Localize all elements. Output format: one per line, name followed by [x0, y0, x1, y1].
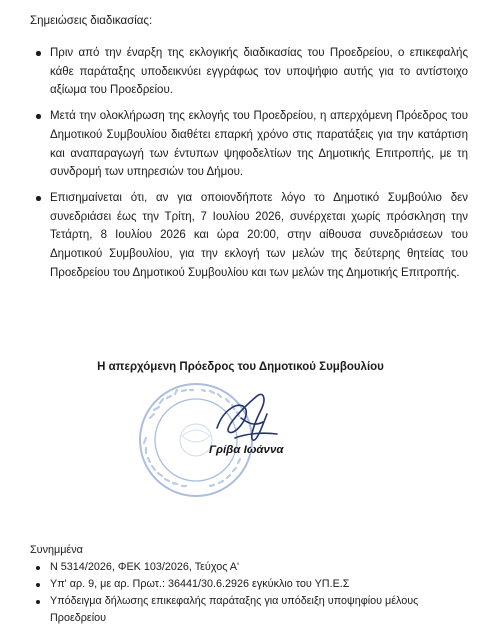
- note-text: Μετά την ολοκλήρωση της εκλογής του Προεδρείου, η απερχόμενη Πρόεδρος του Δημοτικού Συμβουλίου διαθέτει επαρκή χρόνο στις παρατάξεις για την κατάρτιση και αναπαραγωγή των έντυπων ψηφοδελτίων της Δημοτικής Επιτροπής, με τη συνδρομή των υπηρεσιών του Δήμου.: [50, 110, 468, 179]
- signatory-name: Γρίβα Ιωάννα: [209, 444, 284, 456]
- notes-heading: Σημειώσεις διαδικασίας:: [30, 15, 153, 27]
- attachments-heading: Συνημμένα: [30, 544, 83, 556]
- note-item: [30, 189, 468, 283]
- attachments-list: [30, 559, 460, 627]
- bullet-icon: [36, 114, 41, 119]
- signature-title: Η απερχόμενη Πρόεδρος του Δημοτικού Συμβουλίου: [97, 361, 384, 373]
- note-item: [30, 107, 468, 182]
- note-text: Πριν από την έναρξη της εκλογικής διαδικασίας του Προεδρείου, ο επικεφαλής κάθε παράταξης υποδεικνύει εγγράφως τον υποψήφιο αυτής για το αντίστοιχο αξίωμα του Προεδρείου.: [50, 47, 468, 97]
- attachment-text: Υπ' αρ. 9, με αρ. Πρωτ.: 36441/30.6.2926 εγκύκλιο του ΥΠ.Ε.Σ: [50, 578, 350, 590]
- attachment-item: [30, 576, 460, 593]
- note-item: [30, 44, 468, 100]
- attachment-text: Υπόδειγμα δήλωσης επικεφαλής παράταξης για υπόδειξη υποψηφίου μέλους Προεδρείου: [50, 595, 419, 624]
- attachment-item: [30, 559, 460, 576]
- note-text: Επισημαίνεται ότι, αν για οποιονδήποτε λόγο το Δημοτικό Συμβούλιο δεν συνεδριάσει έως την Τρίτη, 7 Ιουλίου 2026, συνέρχεται χωρίς πρόσκληση την Τετάρτη, 8 Ιουλίου 2026 και ώρα 20:00, στην αίθουσα συνεδριάσεων του Δημοτικού Συμβουλίου, για την εκλογή των μελών της δεύτερης θητείας του Προεδρείου του Δημοτικού Συμβουλίου και των μελών της Δημοτικής Επιτροπής.: [50, 191, 468, 279]
- bullet-icon: [36, 600, 40, 604]
- bullet-icon: [36, 566, 40, 570]
- bullet-icon: [36, 196, 41, 201]
- bullet-icon: [36, 583, 40, 587]
- bullet-icon: [36, 51, 41, 56]
- notes-list: [30, 44, 468, 289]
- attachment-text: Ν 5314/2026, ΦΕΚ 103/2026, Τεύχος Α': [50, 561, 240, 573]
- attachment-item: [30, 593, 460, 627]
